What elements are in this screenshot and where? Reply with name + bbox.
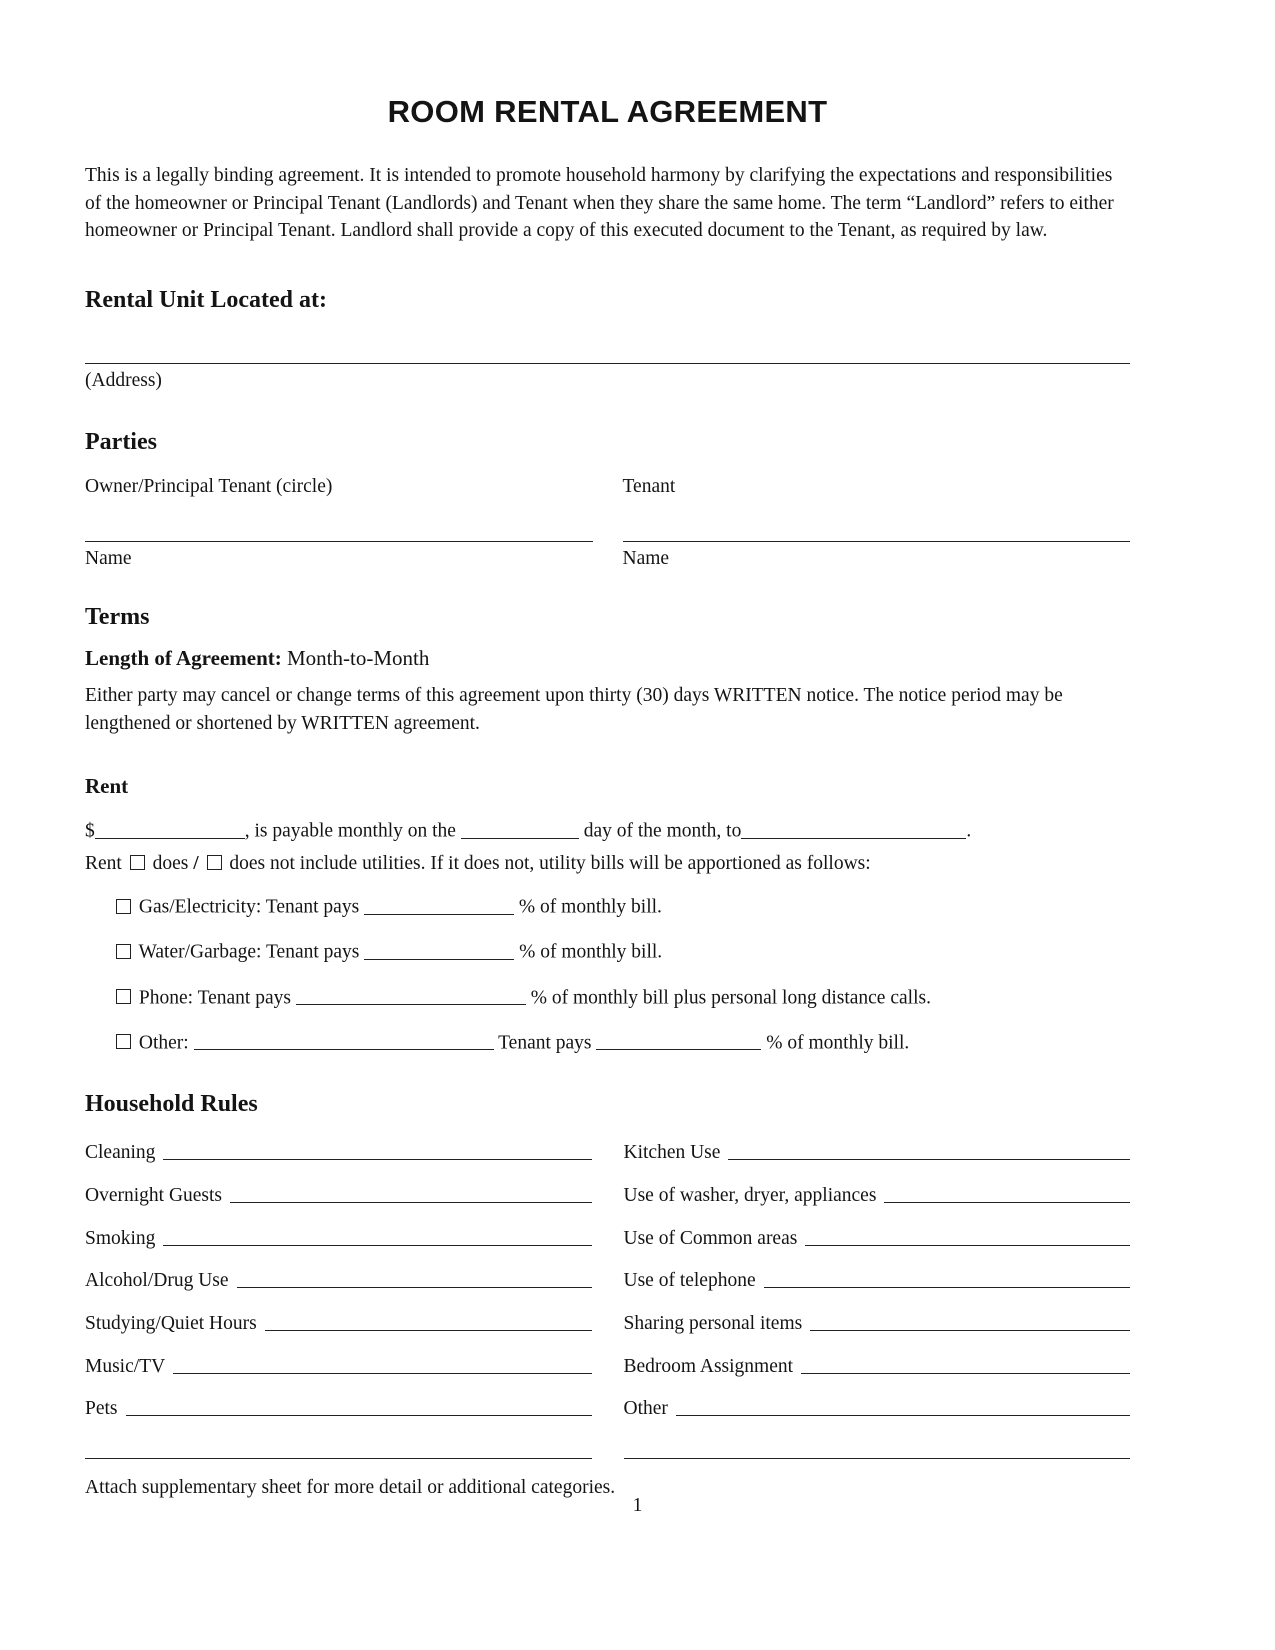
rule-label-common-areas: Use of Common areas [623, 1227, 798, 1249]
rule-row-common-areas [624, 1225, 1131, 1253]
utility-row-water-garbage [113, 938, 1130, 966]
tenant-label: Tenant [622, 475, 676, 497]
rule-label-music-tv: Music/TV [85, 1355, 166, 1377]
rule-blank-pets [126, 1398, 592, 1417]
rule-row-quiet-hours [85, 1310, 592, 1338]
rule-label-quiet-hours: Studying/Quiet Hours [85, 1312, 257, 1334]
length-label: Length of Agreement: [85, 646, 282, 671]
rule-row-overnight-guests [85, 1182, 592, 1210]
rule-blank-kitchen-use [728, 1142, 1130, 1161]
rule-label-pets: Pets [85, 1398, 118, 1420]
slash-separator: / [193, 852, 199, 874]
rule-blank-smoking [163, 1227, 591, 1246]
rule-label-smoking: Smoking [85, 1227, 156, 1249]
rule-row-extra-left [85, 1438, 592, 1457]
phone-percent-blank [296, 986, 526, 1006]
rule-blank-extra-right [624, 1440, 1131, 1459]
tenant-name-caption: Name [622, 547, 670, 569]
rent-utilities-line [85, 850, 1130, 878]
rule-row-pets [85, 1395, 592, 1423]
rule-row-music-tv [85, 1353, 592, 1381]
supplementary-note: Attach supplementary sheet for more detail or additional categories. [85, 1476, 616, 1498]
rule-row-washer-dryer [624, 1182, 1131, 1210]
rule-blank-alcohol-drug-use [237, 1270, 592, 1289]
household-rules-heading: Household Rules [85, 1091, 258, 1118]
page-title: ROOM RENTAL AGREEMENT [387, 94, 828, 129]
phone-suffix: % of monthly bill plus personal long distance calls. [530, 987, 931, 1009]
phone-checkbox [116, 989, 131, 1004]
rule-label-bedroom-assignment: Bedroom Assignment [623, 1355, 794, 1377]
other-utility-suffix: % of monthly bill. [766, 1032, 910, 1054]
other-utility-desc-blank [194, 1031, 494, 1051]
does-label: does [152, 852, 189, 874]
terms-heading: Terms [85, 604, 150, 631]
does-not-checkbox [207, 855, 222, 870]
rule-label-washer-dryer: Use of washer, dryer, appliances [623, 1184, 877, 1206]
address-blank-line [85, 363, 1130, 364]
utilities-prefix: Rent [85, 852, 122, 874]
rent-payable-text: , is payable monthly on the [244, 820, 456, 842]
rent-payee-blank [741, 819, 966, 839]
owner-name-caption: Name [85, 547, 132, 569]
rule-blank-extra-left [85, 1440, 592, 1459]
phone-label: Phone: Tenant pays [138, 987, 291, 1009]
owner-label: Owner/Principal Tenant (circle) [85, 475, 333, 497]
rule-row-cleaning [85, 1139, 592, 1167]
other-utility-mid: Tenant pays [498, 1032, 592, 1054]
rule-label-kitchen-use: Kitchen Use [623, 1142, 721, 1164]
page-number: 1 [632, 1495, 643, 1516]
owner-column [85, 459, 593, 572]
household-rules-grid [85, 1139, 1130, 1471]
water-garbage-suffix: % of monthly bill. [519, 941, 663, 963]
rule-label-overnight-guests: Overnight Guests [85, 1184, 223, 1206]
does-checkbox [130, 855, 145, 870]
rule-row-telephone [624, 1267, 1131, 1295]
rule-row-kitchen-use [624, 1139, 1131, 1167]
other-utility-label: Other: [138, 1032, 189, 1054]
dollar-sign: $ [85, 820, 95, 842]
parties-heading: Parties [85, 428, 157, 455]
rule-row-other [624, 1395, 1131, 1423]
rent-amount-blank [95, 819, 245, 839]
rule-label-alcohol-drug-use: Alcohol/Drug Use [85, 1270, 229, 1292]
rent-heading: Rent [85, 773, 129, 798]
does-not-label: does not include utilities. If it does not, utility bills will be apportioned as follows: [229, 852, 871, 874]
gas-electricity-label: Gas/Electricity: Tenant pays [138, 896, 360, 918]
rule-blank-bedroom-assignment [801, 1355, 1130, 1374]
rule-blank-washer-dryer [884, 1184, 1130, 1203]
rule-blank-overnight-guests [230, 1184, 591, 1203]
rule-label-other: Other [623, 1398, 668, 1420]
utility-row-gas-electricity [113, 893, 1130, 921]
gas-electricity-suffix: % of monthly bill. [518, 896, 662, 918]
parties-columns [85, 459, 1130, 572]
address-caption: (Address) [85, 370, 162, 392]
length-value: Month-to-Month [287, 646, 430, 671]
rent-line-period: . [966, 820, 972, 842]
rule-row-sharing-items [624, 1310, 1131, 1338]
rule-blank-cleaning [163, 1142, 591, 1161]
gas-electricity-checkbox [116, 899, 131, 914]
rent-day-blank [461, 819, 579, 839]
water-garbage-label: Water/Garbage: Tenant pays [138, 941, 360, 963]
rent-amount-line [85, 817, 1130, 845]
terms-notice: Either party may cancel or change terms of this agreement upon thirty (30) days WRITTEN notice. The notice period may be lengthened or shortened by WRITTEN agreement. [85, 685, 1063, 734]
other-utility-percent-blank [596, 1031, 761, 1051]
rule-blank-telephone [764, 1270, 1130, 1289]
rule-blank-common-areas [805, 1227, 1130, 1246]
rule-blank-sharing-items [810, 1312, 1130, 1331]
rule-blank-quiet-hours [265, 1312, 592, 1331]
rent-day-text: day of the month, to [583, 820, 742, 842]
water-garbage-percent-blank [364, 940, 514, 960]
rule-row-smoking [85, 1225, 592, 1253]
rule-blank-music-tv [173, 1355, 591, 1374]
rule-label-telephone: Use of telephone [623, 1270, 756, 1292]
tenant-column [623, 459, 1131, 572]
rule-row-extra-right [624, 1438, 1131, 1457]
rental-unit-heading: Rental Unit Located at: [85, 287, 327, 314]
rule-row-alcohol-drug-use [85, 1267, 592, 1295]
utility-row-other [113, 1029, 1130, 1057]
rule-label-sharing-items: Sharing personal items [623, 1312, 803, 1334]
intro-paragraph: This is a legally binding agreement. It is intended to promote household harmony by clarifying the expectations and responsibilities of the homeowner or Principal Tenant (Landlords) and Tenant when they share the same home. The term “Landlord” refers to either homeowner or Principal Tenant. Landlord shall provide a copy of this executed document to the Tenant, as required by law. [85, 165, 1114, 242]
gas-electricity-percent-blank [364, 895, 514, 915]
rule-blank-other [676, 1398, 1130, 1417]
rule-label-cleaning: Cleaning [85, 1142, 156, 1164]
length-of-agreement-line [85, 644, 1130, 674]
other-utility-checkbox [116, 1034, 131, 1049]
utility-row-phone [113, 984, 1130, 1012]
owner-name-blank-line [85, 541, 593, 542]
rule-row-bedroom-assignment [624, 1353, 1131, 1381]
tenant-name-blank-line [623, 541, 1131, 542]
water-garbage-checkbox [116, 944, 131, 959]
